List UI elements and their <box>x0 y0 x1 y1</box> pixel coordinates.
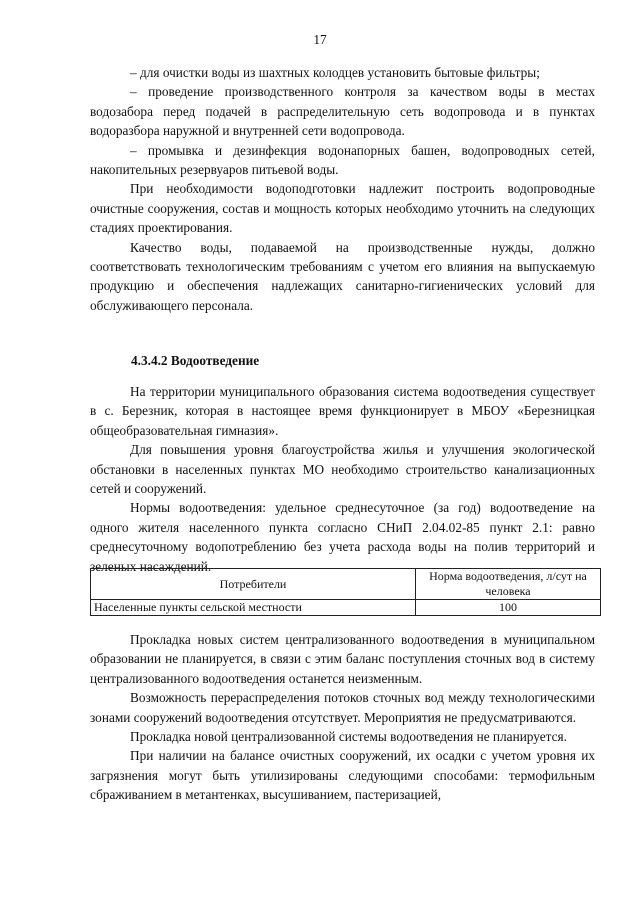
norms-table <box>90 568 601 616</box>
paragraph-improvement: Для повышения уровня благоустройства жилья и улучшения экологической обстановки в населенных пунктах МО необходимо строительство канализационных сетей и сооружений. <box>90 442 595 497</box>
table-row <box>91 600 601 616</box>
section-heading: 4.3.4.2 Водоотведение <box>131 353 260 368</box>
paragraph-sewerage-system: На территории муниципального образования система водоотведения существует в с. Березник, которая в настоящее время функционирует в МБОУ «Березницкая общеобразовательная гимназия». <box>90 384 595 438</box>
paragraph-production-control: – проведение производственного контроля за качеством воды в местах водозабора перед подачей в распределительную сеть водопровода и в пунктах водоразбора наружной и внутренней сети водопровода. <box>90 84 595 139</box>
table-header-norm: Норма водоотведения, л/сут на человека <box>416 569 601 600</box>
paragraph-no-new-systems: Прокладка новых систем централизованного водоотведения в муниципальном образовании не планируется, в связи с этим баланс поступления сточных вод в систему централизованного водоотведения останется неизменным. <box>90 632 595 686</box>
page-number: 17 <box>313 32 327 47</box>
text-block-sewerage-plans <box>90 630 595 805</box>
paragraph-redistribution: Возможность перераспределения потоков сточных вод между технологическими зонами сооружений водоотведения отсутствует. Мероприятия не предусматриваются. <box>90 690 595 725</box>
text-block-water-supply <box>90 63 595 315</box>
paragraph-new-system: Прокладка новой централизованной системы водоотведения не планируется. <box>130 729 567 745</box>
paragraph-water-treatment: При необходимости водоподготовки надлежит построить водопроводные очистные сооружения, состав и мощность которых необходимо уточнить на следующих стадиях проектирования. <box>90 181 595 236</box>
table-header-row <box>91 569 601 600</box>
table-cell-consumer: Населенные пункты сельской местности <box>91 600 416 616</box>
paragraph-water-quality: Качество воды, подаваемой на производственные нужды, должно соответствовать технологическим требованиям с учетом его влияния на выпускаемую продукцию и обеспечения надлежащих санитарно-гигиенических условий для обслуживающего персонала. <box>90 239 595 313</box>
paragraph-sludge: При наличии на балансе очистных сооружений, их осадки с учетом уровня их загрязнения могут быть утилизированы следующими способами: термофильным сбраживанием в метантенках, высушиванием, пастеризацией, <box>90 748 595 803</box>
paragraph-norms: Нормы водоотведения: удельное среднесуточное (за год) водоотведение на одного жителя населенного пункта согласно СНиП 2.04.02-85 пункт 2.1: равно среднесуточному водопотреблению без учета расхода воды на полив территорий и зеленых насаждений. <box>90 500 595 574</box>
paragraph-filters: – для очистки воды из шахтных колодцев установить бытовые фильтры; <box>130 65 540 80</box>
table-cell-norm: 100 <box>416 600 601 616</box>
text-block-sewerage <box>90 382 595 576</box>
paragraph-disinfection: – промывка и дезинфекция водонапорных башен, водопроводных сетей, накопительных резервуаров питьевой воды. <box>90 142 595 178</box>
table-header-consumers: Потребители <box>91 569 416 600</box>
